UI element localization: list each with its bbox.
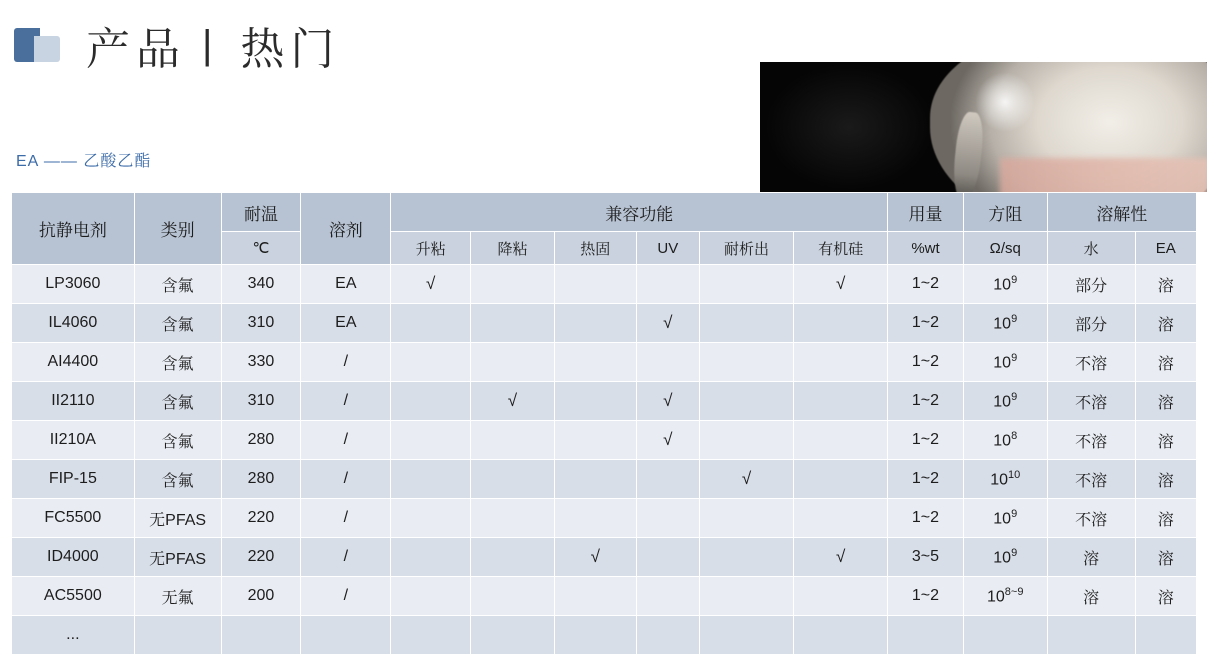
th-solubility: 溶解性 [1047,193,1196,232]
page-header [0,0,340,90]
cell-category: 无PFAS [134,538,221,577]
product-logo-icon [14,24,60,66]
section-subtitle: EA —— 乙酸乙酯 [16,153,152,170]
cell-uv: √ [636,304,699,343]
cell-uv: √ [636,421,699,460]
cell-dosage: 1~2 [888,460,964,499]
cell-thickening [391,460,471,499]
cell-thinning [471,343,555,382]
cell-category: 无氟 [134,577,221,616]
th-compatibility: 兼容功能 [391,193,888,232]
cell-solubility-ea: 溶 [1135,460,1196,499]
cell-sheet-resistance: $10^9$ [963,382,1047,421]
cell-sheet-resistance: $10^9$ [963,304,1047,343]
th-anti-bleed: 耐析出 [700,232,794,265]
cell-thinning [471,460,555,499]
cell-anti-bleed [700,577,794,616]
cell-agent-name: II210A [12,421,135,460]
th-uv: UV [636,232,699,265]
cell-thickening: √ [391,265,471,304]
cell-thickening [391,304,471,343]
th-category: 类别 [134,193,221,265]
cell-silicone: √ [794,538,888,577]
cell-silicone [794,499,888,538]
cell-solubility-water: 不溶 [1047,499,1135,538]
cell-solvent: / [301,382,391,421]
th-temperature-unit: ℃ [221,232,301,265]
cell-thermoset [554,265,636,304]
th-sheet-resistance: 方阻 [963,193,1047,232]
th-thermoset: 热固 [554,232,636,265]
page-title-separator: | [202,22,219,67]
cell-solvent [301,616,391,655]
cell-category: 含氟 [134,382,221,421]
cell-dosage [888,616,964,655]
cell-agent-name: ID4000 [12,538,135,577]
cell-thermoset [554,382,636,421]
cell-dosage: 1~2 [888,265,964,304]
cell-temperature: 310 [221,382,301,421]
table-head [12,193,1197,265]
cell-thinning [471,499,555,538]
page-title-right: 热门 [240,25,341,74]
cell-agent-name: FIP-15 [12,460,135,499]
cell-solubility-ea: 溶 [1135,499,1196,538]
cell-category: 含氟 [134,460,221,499]
page-title [86,13,340,77]
th-solubility-ea: EA [1135,232,1196,265]
cell-thickening [391,538,471,577]
cell-silicone [794,460,888,499]
cell-uv [636,499,699,538]
table-row [12,616,1197,655]
cell-anti-bleed [700,421,794,460]
cell-silicone [794,343,888,382]
cell-thinning: √ [471,382,555,421]
cell-category: 含氟 [134,421,221,460]
cell-thickening [391,499,471,538]
cell-thermoset [554,304,636,343]
cell-anti-bleed [700,538,794,577]
cell-solubility-water: 溶 [1047,538,1135,577]
th-resistance-unit: Ω/sq [963,232,1047,265]
cell-temperature: 330 [221,343,301,382]
table-row [12,577,1197,616]
cell-uv: √ [636,382,699,421]
cell-agent-name: ... [12,616,135,655]
cell-thickening [391,616,471,655]
table-row [12,304,1197,343]
cell-anti-bleed [700,382,794,421]
cell-anti-bleed [700,343,794,382]
cell-solubility-water [1047,616,1135,655]
cell-silicone: √ [794,265,888,304]
spec-table-wrapper [11,192,1197,655]
cell-thinning [471,616,555,655]
cell-sheet-resistance: $10^9$ [963,499,1047,538]
cell-thickening [391,382,471,421]
cell-temperature: 280 [221,421,301,460]
cell-category: 含氟 [134,265,221,304]
cell-temperature: 220 [221,499,301,538]
th-dosage: 用量 [888,193,964,232]
cell-silicone [794,304,888,343]
th-solubility-water: 水 [1047,232,1135,265]
table-row [12,343,1197,382]
cell-solubility-ea: 溶 [1135,538,1196,577]
cell-temperature: 310 [221,304,301,343]
cell-temperature [221,616,301,655]
cell-anti-bleed [700,499,794,538]
cell-category: 含氟 [134,343,221,382]
cell-solubility-water: 不溶 [1047,382,1135,421]
cell-solubility-water: 部分 [1047,304,1135,343]
cell-sheet-resistance: $10^9$ [963,343,1047,382]
cell-thickening [391,577,471,616]
table-row [12,460,1197,499]
cell-temperature: 340 [221,265,301,304]
table-row [12,421,1197,460]
cell-anti-bleed: √ [700,460,794,499]
cell-agent-name: LP3060 [12,265,135,304]
cell-thermoset [554,460,636,499]
th-thickening: 升粘 [391,232,471,265]
cell-solvent: / [301,499,391,538]
cell-silicone [794,616,888,655]
cell-solvent: / [301,538,391,577]
cell-solvent: / [301,343,391,382]
cell-solvent: / [301,421,391,460]
cell-thermoset [554,616,636,655]
table-row [12,265,1197,304]
cell-dosage: 1~2 [888,499,964,538]
th-solvent: 溶剂 [301,193,391,265]
cell-dosage: 1~2 [888,382,964,421]
cell-silicone [794,382,888,421]
cell-dosage: 1~2 [888,421,964,460]
cell-anti-bleed [700,616,794,655]
table-group-header-row [12,193,1197,232]
cell-solubility-ea: 溶 [1135,343,1196,382]
cell-solubility-ea: 溶 [1135,577,1196,616]
cell-uv [636,343,699,382]
cell-temperature: 220 [221,538,301,577]
cell-thickening [391,343,471,382]
cell-thermoset [554,499,636,538]
table-row [12,382,1197,421]
cell-anti-bleed [700,265,794,304]
cell-anti-bleed [700,304,794,343]
cell-sheet-resistance: $10^{8\sim 9}$ [963,577,1047,616]
cell-thermoset: √ [554,538,636,577]
cell-thickening [391,421,471,460]
cell-solubility-water: 部分 [1047,265,1135,304]
cell-solubility-ea: 溶 [1135,421,1196,460]
cell-dosage: 1~2 [888,577,964,616]
product-photo [760,62,1207,192]
cell-thermoset [554,421,636,460]
cell-thinning [471,265,555,304]
cell-dosage: 1~2 [888,304,964,343]
cell-sheet-resistance: $10^9$ [963,538,1047,577]
cell-solubility-water: 不溶 [1047,460,1135,499]
cell-sheet-resistance: $10^{10}$ [963,460,1047,499]
cell-thinning [471,421,555,460]
cell-uv [636,265,699,304]
cell-solvent: / [301,577,391,616]
cell-sheet-resistance: $10^8$ [963,421,1047,460]
cell-agent-name: II2110 [12,382,135,421]
th-silicone: 有机硅 [794,232,888,265]
cell-thinning [471,577,555,616]
cell-temperature: 280 [221,460,301,499]
cell-category: 无PFAS [134,499,221,538]
cell-uv [636,538,699,577]
cell-sheet-resistance [963,616,1047,655]
th-thinning: 降粘 [471,232,555,265]
th-dosage-unit: %wt [888,232,964,265]
cell-solubility-ea [1135,616,1196,655]
th-antistatic-agent: 抗静电剂 [12,193,135,265]
cell-solvent: EA [301,304,391,343]
table-body [12,265,1197,655]
cell-agent-name: AC5500 [12,577,135,616]
th-temperature: 耐温 [221,193,301,232]
cell-silicone [794,577,888,616]
cell-thinning [471,304,555,343]
cell-uv [636,616,699,655]
cell-sheet-resistance: $10^9$ [963,265,1047,304]
cell-dosage: 3~5 [888,538,964,577]
cell-thermoset [554,343,636,382]
page-title-left: 产品 [86,25,186,74]
cell-agent-name: IL4060 [12,304,135,343]
cell-solubility-water: 不溶 [1047,343,1135,382]
cell-category [134,616,221,655]
spec-table [11,192,1197,655]
cell-solvent: / [301,460,391,499]
cell-solubility-ea: 溶 [1135,382,1196,421]
cell-temperature: 200 [221,577,301,616]
cell-dosage: 1~2 [888,343,964,382]
cell-solvent: EA [301,265,391,304]
cell-solubility-water: 溶 [1047,577,1135,616]
cell-uv [636,460,699,499]
cell-agent-name: AI4400 [12,343,135,382]
cell-thermoset [554,577,636,616]
cell-solubility-ea: 溶 [1135,304,1196,343]
table-row [12,538,1197,577]
cell-uv [636,577,699,616]
cell-solubility-water: 不溶 [1047,421,1135,460]
table-row [12,499,1197,538]
cell-silicone [794,421,888,460]
cell-agent-name: FC5500 [12,499,135,538]
cell-solubility-ea: 溶 [1135,265,1196,304]
cell-category: 含氟 [134,304,221,343]
cell-thinning [471,538,555,577]
